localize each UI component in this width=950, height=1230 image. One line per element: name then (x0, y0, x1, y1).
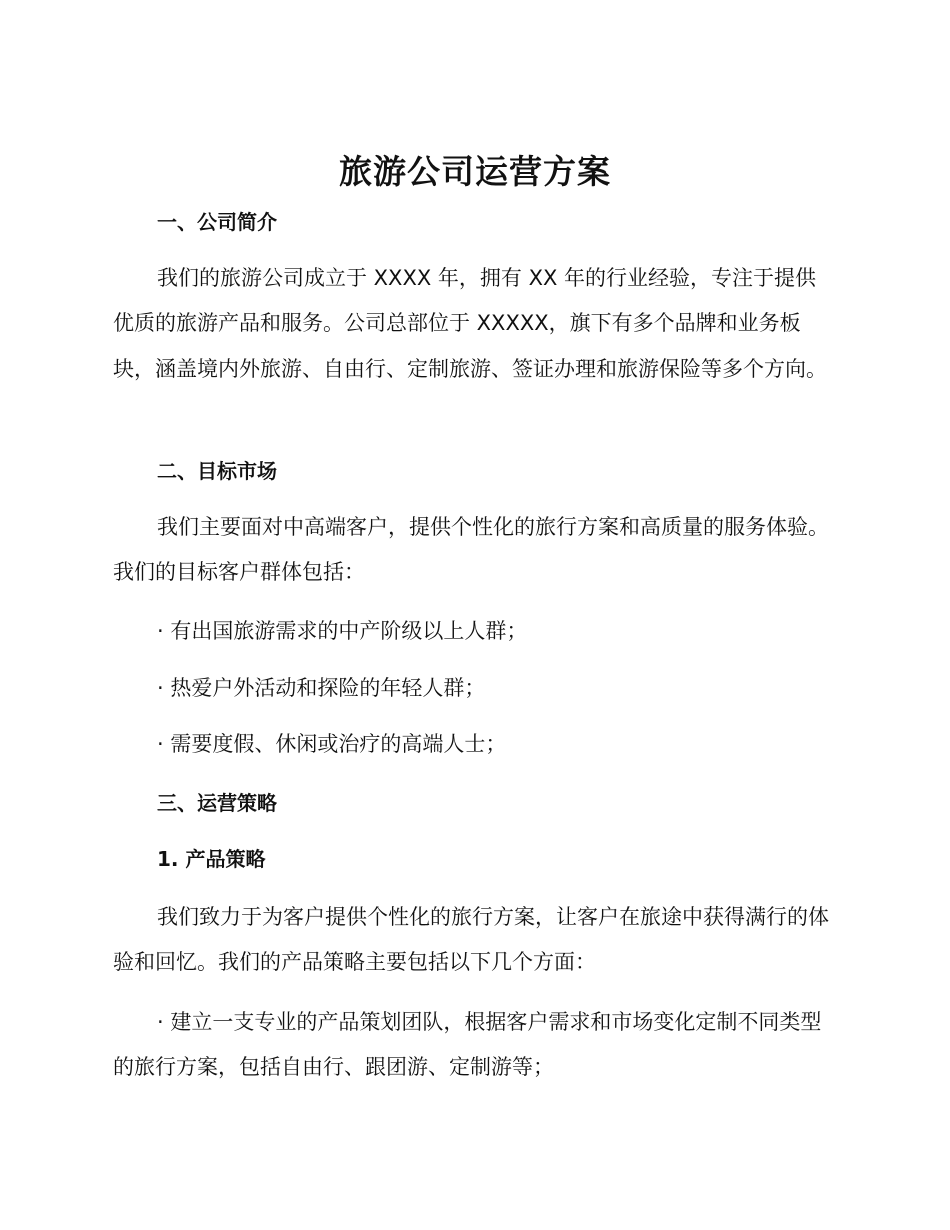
target-market-paragraph: 我们主要面对中高端客户，提供个性化的旅行方案和高质量的服务体验。我们的目标客户群体包括： (113, 515, 829, 585)
product-strategy-bullet-1: · 建立一支专业的产品策划团队，根据客户需求和市场变化定制不同类型的旅行方案，包括自由行、跟团游、定制游等； (113, 1010, 822, 1080)
company-intro-paragraph: 我们的旅游公司成立于 XXXX 年，拥有 XX 年的行业经验，专注于提供优质的旅游产品和服务。公司总部位于 XXXXX，旗下有多个品牌和业务板块，涵盖境内外旅游、自由行、定制旅游、签证办理和旅游保险等多个方向。 (113, 266, 827, 381)
document-title: 旅游公司运营方案 (339, 152, 611, 191)
section-heading-target-market: 二、目标市场 (157, 459, 277, 483)
product-strategy-paragraph: 我们致力于为客户提供个性化的旅行方案，让客户在旅途中获得满行的体验和回忆。我们的产品策略主要包括以下几个方面： (113, 905, 829, 975)
target-market-bullet-3: · 需要度假、休闲或治疗的高端人士； (157, 732, 507, 756)
target-market-bullet-1: · 有出国旅游需求的中产阶级以上人群； (157, 619, 528, 643)
subsection-heading-product-strategy: 1. 产品策略 (157, 847, 266, 871)
section-heading-company-intro: 一、公司简介 (157, 210, 277, 234)
section-heading-operation-strategy: 三、运营策略 (157, 791, 277, 815)
target-market-bullet-2: · 热爱户外活动和探险的年轻人群； (157, 676, 486, 700)
